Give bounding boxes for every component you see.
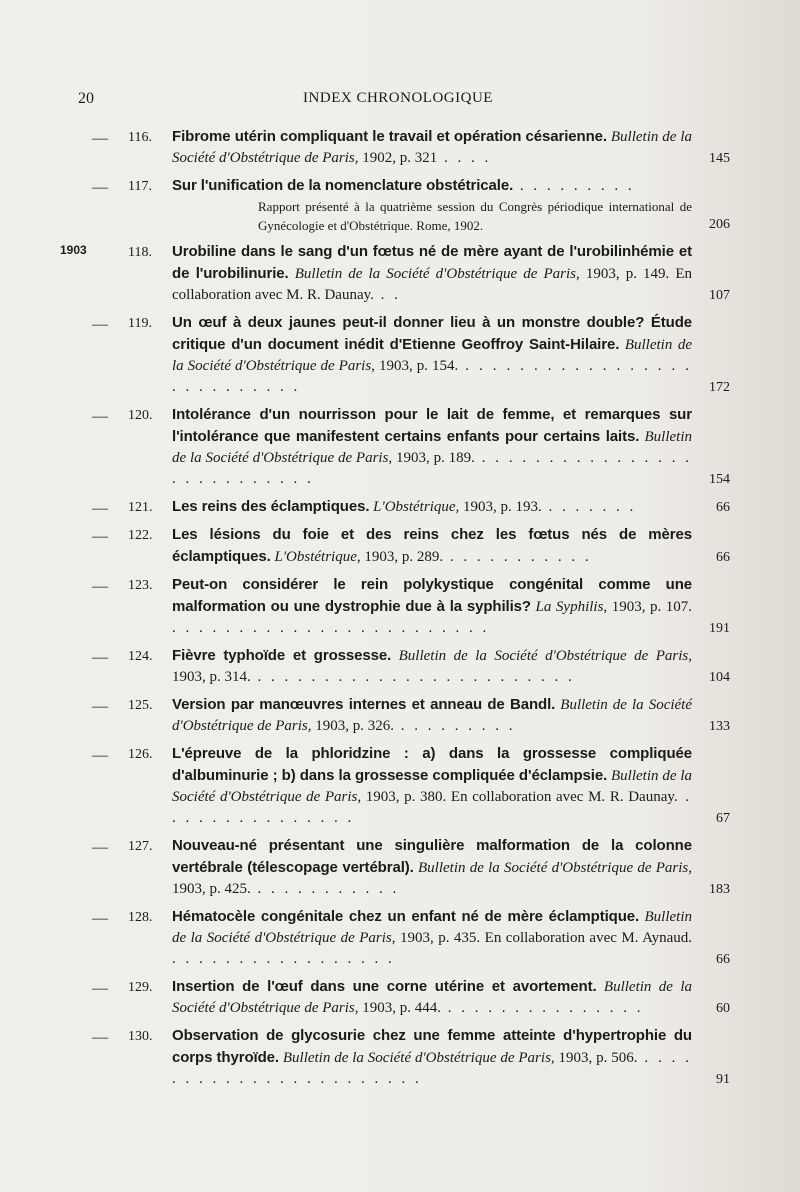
- entry-body: [172, 1025, 692, 1090]
- entry-leader: . . . . . . . . . . . . . . . . .: [172, 951, 395, 967]
- entry-number: 128.: [128, 910, 153, 925]
- entry-title: Peut-on considérer le rein polykystique congénital comme une malformation ou une dystrophie due à la syphilis?: [172, 576, 692, 615]
- entry-title: Urobiline dans le sang d'un fœtus né de mère ayant de l'urobilinhémie et de l'urobilinurie.: [172, 243, 692, 282]
- entry-detail: 1903, p. 154.: [378, 358, 459, 374]
- entry-body: [172, 694, 692, 737]
- entry-page-ref: 104: [709, 670, 730, 685]
- index-entry: [0, 524, 800, 568]
- entry-body: [172, 126, 692, 169]
- entry-leader: . . . .: [437, 150, 492, 166]
- entry-number: 117.: [128, 179, 152, 194]
- entry-title: Fibrome utérin compliquant le travail et opération césarienne.: [172, 128, 607, 145]
- entry-body: [172, 835, 692, 900]
- index-entry: [0, 241, 800, 306]
- entry-number: 123.: [128, 578, 153, 593]
- entry-dash: —: [92, 130, 108, 147]
- entry-detail: 1903, p. 107.: [611, 599, 693, 615]
- entry-title: Hématocèle congénitale chez un enfant né de mère éclamptique.: [172, 908, 640, 925]
- entry-detail: 1903, p. 314.: [172, 669, 251, 685]
- entry-body: [172, 906, 692, 970]
- entry-detail: 1903, p. 380. En collaboration avec M. R. Daunay.: [365, 789, 678, 805]
- entry-dash: —: [92, 910, 108, 927]
- entry-leader: . . . . . . . . . . .: [250, 881, 400, 897]
- entry-detail: 1903, p. 149. En collaboration avec M. R. Daunay.: [172, 266, 693, 303]
- entry-dash: —: [92, 316, 108, 333]
- entry-year: 1903: [60, 243, 87, 257]
- entry-page-ref: 66: [716, 550, 730, 565]
- entry-number: 118.: [128, 245, 152, 260]
- index-entry: [0, 175, 800, 235]
- entry-page-ref: 107: [709, 288, 730, 303]
- entry-leader: . . . . . . . . . . . . . . . . . . . . . . . . . . .: [172, 450, 693, 487]
- entry-title: Observation de glycosurie chez une femme atteinte d'hypertrophie du corps thyroïde.: [172, 1027, 692, 1066]
- entry-journal: Bulletin de la Société d'Obstétrique de Paris,: [418, 860, 693, 876]
- entry-page-ref: 67: [716, 811, 730, 826]
- entry-number: 130.: [128, 1029, 153, 1044]
- entry-number: 119.: [128, 316, 152, 331]
- entry-dash: —: [92, 839, 108, 856]
- entry-journal: Bulletin de la Société d'Obstétrique de Paris,: [172, 979, 692, 1016]
- index-entry: [0, 906, 800, 970]
- index-entry: [0, 743, 800, 829]
- entry-title: Sur l'unification de la nomenclature obstétricale.: [172, 177, 514, 194]
- entry-leader: . . . . . . . . .: [513, 178, 635, 194]
- entry-leader: . . . . . . . . . . . . . . . . . . . . . . . .: [172, 620, 490, 636]
- entry-leader: . . . . . . . . .: [393, 718, 516, 734]
- entry-page-ref: 133: [709, 719, 730, 734]
- entry-number: 124.: [128, 649, 153, 664]
- entry-title: Les lésions du foie et des reins chez les fœtus nés de mères éclamptiques.: [172, 526, 692, 565]
- entry-body: [172, 976, 692, 1019]
- index-entry: [0, 496, 800, 518]
- entry-body: [172, 241, 692, 306]
- entry-dash: —: [92, 1029, 108, 1046]
- entry-page-ref: 191: [709, 621, 730, 636]
- entry-detail: 1903, p. 189.: [396, 450, 475, 466]
- entry-number: 129.: [128, 980, 153, 995]
- entry-dash: —: [92, 980, 108, 997]
- index-entry: [0, 835, 800, 900]
- entry-title: Les reins des éclamptiques.: [172, 498, 370, 515]
- entry-journal: Bulletin de la Société d'Obstétrique de Paris,: [172, 768, 692, 805]
- entry-title: Insertion de l'œuf dans une corne utérine et avortement.: [172, 978, 597, 995]
- entry-page-ref: 183: [709, 882, 730, 897]
- entry-leader: . . . . . . . . . . . . . . . . . . . . . . .: [172, 1050, 693, 1087]
- entry-page-ref: 66: [716, 952, 730, 967]
- index-entries: [0, 126, 800, 1096]
- entry-dash: —: [92, 500, 108, 517]
- entry-detail: 1902, p. 321: [362, 150, 438, 166]
- entry-body: [172, 404, 692, 490]
- index-entry: [0, 574, 800, 639]
- entry-number: 125.: [128, 698, 153, 713]
- index-entry: [0, 645, 800, 688]
- entry-number: 121.: [128, 500, 153, 515]
- entry-leader: . .: [373, 287, 401, 303]
- index-entry: [0, 312, 800, 398]
- entry-detail: 1903, p. 193.: [463, 499, 542, 515]
- entry-title: Un œuf à deux jaunes peut-il donner lieu à un monstre double? Étude critique d'un document inédit d'Etienne Geoffroy Saint-Hilaire.: [172, 314, 692, 353]
- entry-title: Intolérance d'un nourrisson pour le lait de femme, et remarques sur l'intolérance que manifestent certains enfants pour certains laits.: [172, 406, 692, 445]
- entry-journal: Bulletin de la Société d'Obstétrique de Paris,: [172, 337, 692, 374]
- entry-journal: L'Obstétrique,: [274, 549, 361, 565]
- entry-dash: —: [92, 528, 108, 545]
- entry-dash: —: [92, 698, 108, 715]
- entry-leader: . . . . . . . . . . . . . . .: [441, 1000, 644, 1016]
- page-header: [78, 86, 718, 110]
- entry-body: [172, 175, 692, 235]
- entry-number: 122.: [128, 528, 153, 543]
- entry-dash: —: [92, 179, 108, 196]
- entry-title: Nouveau-né présentant une singulière malformation de la colonne vertébrale (télescopage vertébral).: [172, 837, 692, 876]
- entry-page-ref: 66: [716, 500, 730, 515]
- entry-detail: 1903, p. 435. En collaboration avec M. Aynaud.: [399, 930, 692, 946]
- entry-detail: 1903, p. 425.: [172, 881, 251, 897]
- entry-title: L'épreuve de la phloridzine : a) dans la grossesse compliquée d'albuminurie ; b) dans la grossesse compliquée d'éclampsie.: [172, 745, 692, 784]
- entry-title: Version par manœuvres internes et anneau de Bandl.: [172, 696, 556, 713]
- index-entry: [0, 126, 800, 169]
- entry-journal: L'Obstétrique,: [373, 499, 460, 515]
- entry-journal: Bulletin de la Société d'Obstétrique de Paris,: [172, 429, 692, 466]
- entry-note: Rapport présenté à la quatrième session du Congrès périodique international de Gynécologie et d'Obstétrique. Rome, 1902.: [258, 199, 692, 233]
- entry-number: 120.: [128, 408, 153, 423]
- entry-journal: Bulletin de la Société d'Obstétrique de Paris,: [398, 648, 692, 664]
- entry-journal: Bulletin de la Société d'Obstétrique de Paris,: [294, 266, 580, 282]
- entry-detail: 1903, p. 444.: [362, 1000, 442, 1016]
- entry-number: 126.: [128, 747, 153, 762]
- entry-detail: 1903, p. 506.: [558, 1050, 638, 1066]
- entry-journal: Bulletin de la Société d'Obstétrique de Paris,: [282, 1050, 555, 1066]
- entry-body: [172, 312, 692, 398]
- entry-dash: —: [92, 408, 108, 425]
- entry-journal: La Syphilis,: [535, 599, 608, 615]
- entry-body: [172, 524, 692, 568]
- entry-detail: 1903, p. 289.: [364, 549, 444, 565]
- entry-leader: . . . . . . . . . . . . . . . . . . . . . . . .: [250, 669, 575, 685]
- page-number: 20: [78, 90, 94, 107]
- entry-leader: . . . . . . . . . . . . . . . . . . . . . . . . . . .: [172, 358, 693, 395]
- entry-leader: . . . . . . . . . . . . . . .: [172, 789, 693, 826]
- entry-leader: . . . . . . .: [541, 499, 637, 515]
- entry-number: 127.: [128, 839, 153, 854]
- entry-leader: . . . . . . . . . . .: [443, 549, 592, 565]
- entry-journal: Bulletin de la Société d'Obstétrique de Paris,: [172, 697, 692, 734]
- entry-journal: Bulletin de la Société d'Obstétrique de Paris,: [172, 129, 692, 166]
- entry-journal: Bulletin de la Société d'Obstétrique de Paris,: [172, 909, 693, 946]
- entry-body: [172, 496, 692, 518]
- index-entry: [0, 976, 800, 1019]
- entry-page-ref: 172: [709, 380, 730, 395]
- entry-body: [172, 645, 692, 688]
- entry-detail: 1903, p. 326.: [315, 718, 394, 734]
- entry-page-ref: 145: [709, 151, 730, 166]
- entry-number: 116.: [128, 130, 152, 145]
- entry-dash: —: [92, 649, 108, 666]
- entry-title: Fièvre typhoïde et grossesse.: [172, 647, 392, 664]
- entry-page-ref: 154: [709, 472, 730, 487]
- entry-dash: —: [92, 578, 108, 595]
- index-entry: [0, 694, 800, 737]
- entry-page-ref: 91: [716, 1072, 730, 1087]
- entry-body: [172, 743, 692, 829]
- entry-dash: —: [92, 747, 108, 764]
- entry-page-ref: 206: [709, 217, 730, 232]
- index-entry: [0, 1025, 800, 1090]
- entry-page-ref: 60: [716, 1001, 730, 1016]
- index-entry: [0, 404, 800, 490]
- running-title: INDEX CHRONOLOGIQUE: [303, 90, 493, 106]
- entry-body: [172, 574, 692, 639]
